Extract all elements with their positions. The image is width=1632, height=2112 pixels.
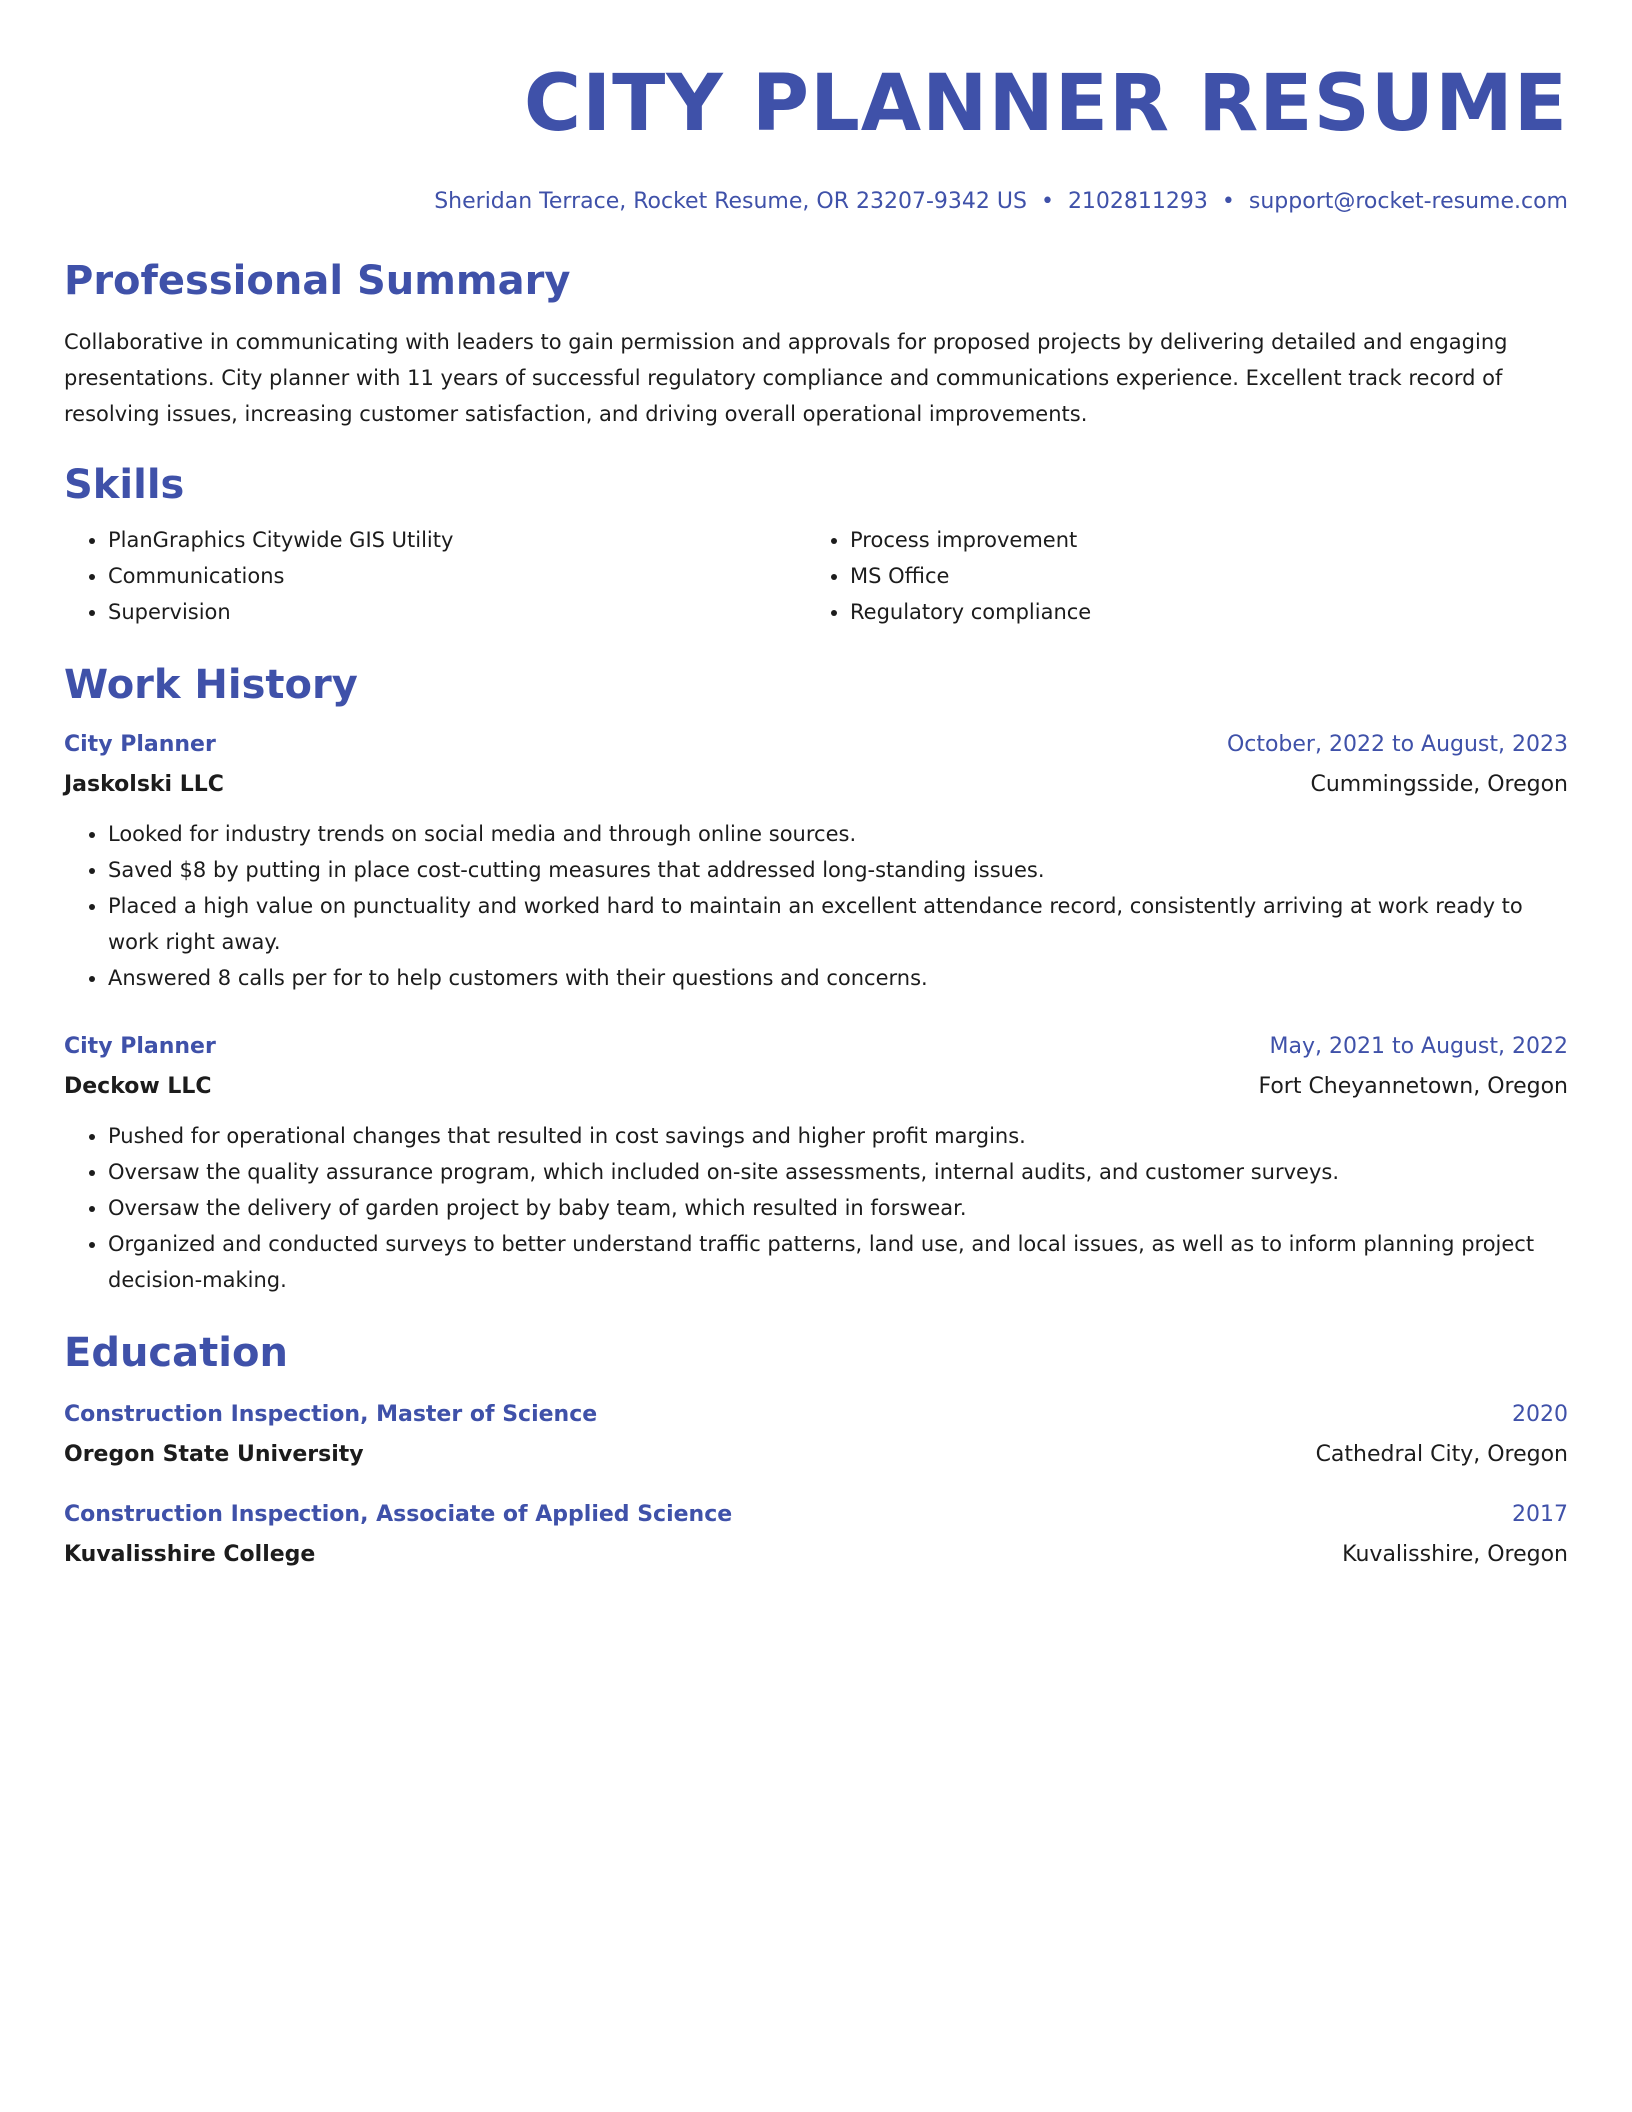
education-school: Kuvalisshire College <box>64 1542 316 1567</box>
job-subheader <box>64 770 1568 800</box>
education-school: Oregon State University <box>64 1442 364 1467</box>
education-degree: Construction Inspection, Master of Science <box>64 1402 598 1427</box>
skills-column-right <box>806 522 1548 630</box>
job-bullet: • Oversaw the delivery of garden project by baby team, which resulted in forswear. <box>108 1190 1568 1226</box>
job-bullet: • Looked for industry trends on social media and through online sources. <box>108 816 1568 852</box>
contact-separator: • <box>1040 189 1054 214</box>
skill-item: • MS Office <box>850 558 1548 594</box>
contact-email: support@rocket-resume.com <box>1248 189 1568 214</box>
education-header <box>64 1400 1568 1430</box>
job-bullet: • Answered 8 calls per for to help customers with their questions and concerns. <box>108 960 1568 996</box>
job-dates: May, 2021 to August, 2022 <box>1269 1034 1568 1059</box>
contact-separator: • <box>1221 189 1235 214</box>
job-title: City Planner <box>64 1034 216 1059</box>
section-title-summary: Professional Summary <box>64 258 571 304</box>
skill-item: • Regulatory compliance <box>850 594 1548 630</box>
job-company: Deckow LLC <box>64 1074 212 1099</box>
section-title-education: Education <box>64 1330 288 1376</box>
skill-item: • Supervision <box>108 594 806 630</box>
skills-column-left <box>64 522 806 630</box>
summary-text: Collaborative in communicating with leaders to gain permission and approvals for proposed projects by delivering detailed and engaging presentations. City planner with 11 years of successful regulatory compliance and communications experience. Excellent track record of resolving issues, increasing customer satisfaction, and driving overall operational improvements. <box>64 330 1508 426</box>
job-header <box>64 730 1568 760</box>
job-title: City Planner <box>64 732 216 757</box>
skill-item: • Communications <box>108 558 806 594</box>
job-header <box>64 1032 1568 1062</box>
job-subheader <box>64 1072 1568 1102</box>
job-bullet: • Saved $8 by putting in place cost-cutting measures that addressed long-standing issues. <box>108 852 1568 888</box>
section-title-work-history: Work History <box>64 662 358 708</box>
education-header <box>64 1500 1568 1530</box>
education-year: 2020 <box>1512 1402 1568 1427</box>
education-location: Kuvalisshire, Oregon <box>1342 1542 1568 1567</box>
education-entry <box>64 1500 1568 1570</box>
contact-line <box>64 188 1568 216</box>
job-bullet: • Placed a high value on punctuality and worked hard to maintain an excellent attendance record, consistently arriving at work ready to work right away. <box>108 888 1568 960</box>
job-dates: October, 2022 to August, 2023 <box>1226 732 1568 757</box>
education-subheader <box>64 1440 1568 1470</box>
job-location: Cummingsside, Oregon <box>1310 772 1568 797</box>
job-bullets <box>64 816 1568 996</box>
job-bullet: • Organized and conducted surveys to better understand traffic patterns, land use, and local issues, as well as to inform planning project decision-making. <box>108 1226 1568 1298</box>
job-location: Fort Cheyannetown, Oregon <box>1258 1074 1568 1099</box>
skill-item: • Process improvement <box>850 522 1548 558</box>
job-entry <box>64 1032 1568 1298</box>
job-bullet: • Oversaw the quality assurance program, which included on-site assessments, internal audits, and customer surveys. <box>108 1154 1568 1190</box>
education-degree: Construction Inspection, Associate of Applied Science <box>64 1502 733 1527</box>
resume-title: CITY PLANNER RESUME <box>523 59 1568 149</box>
contact-address: Sheridan Terrace, Rocket Resume, OR 23207-9342 US <box>434 189 1027 214</box>
section-title-skills: Skills <box>64 462 185 508</box>
education-location: Cathedral City, Oregon <box>1315 1442 1568 1467</box>
job-bullet: • Pushed for operational changes that resulted in cost savings and higher profit margins. <box>108 1118 1568 1154</box>
education-entry <box>64 1400 1568 1470</box>
job-bullets <box>64 1118 1568 1298</box>
education-subheader <box>64 1540 1568 1570</box>
job-entry <box>64 730 1568 996</box>
job-company: Jaskolski LLC <box>64 772 224 797</box>
skill-item: • PlanGraphics Citywide GIS Utility <box>108 522 806 558</box>
skills-list <box>64 522 1568 630</box>
contact-phone: 2102811293 <box>1067 189 1208 214</box>
education-year: 2017 <box>1512 1502 1568 1527</box>
